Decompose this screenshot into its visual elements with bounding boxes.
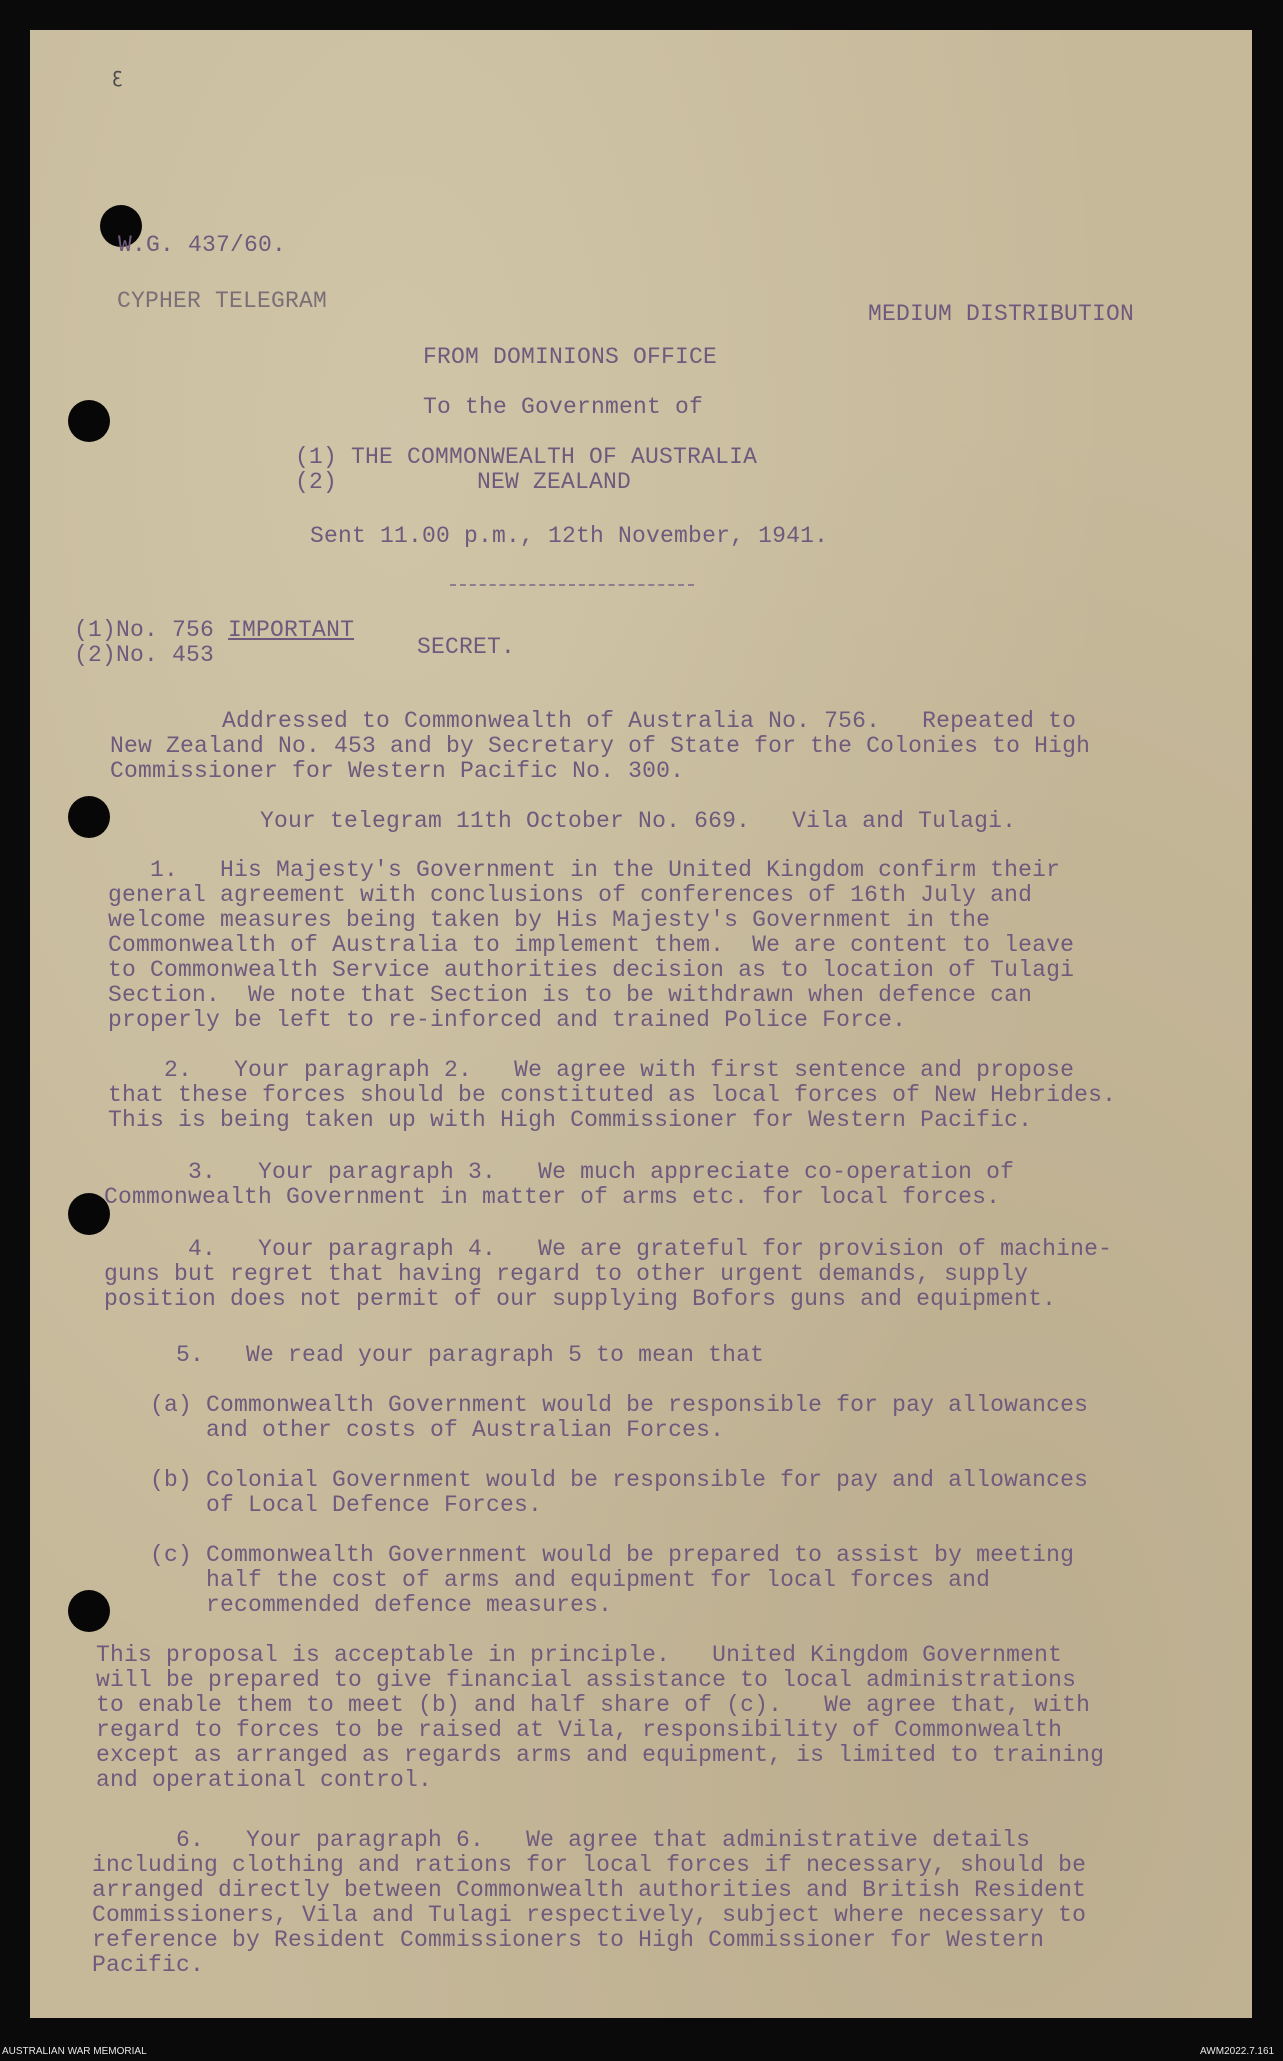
distribution-label: MEDIUM DISTRIBUTION: [868, 301, 1135, 327]
paragraph-line: This is being taken up with High Commissioner for Western Pacific.: [108, 1107, 1033, 1133]
sent-date: Sent 11.00 p.m., 12th November, 1941.: [310, 523, 829, 549]
paragraph-line: will be prepared to give financial assistance to local administrations: [96, 1667, 1077, 1693]
paragraph-line: 4. Your paragraph 4. We are grateful for provision of machine-: [104, 1236, 1113, 1262]
paragraph-line: 6. Your paragraph 6. We agree that administrative details: [92, 1827, 1031, 1853]
number-new-zealand: (2)No. 453: [74, 642, 215, 668]
important-label: IMPORTANT: [228, 617, 355, 643]
footer-accession: AWM2022.7.161: [1200, 2046, 1275, 2057]
paragraph-line: New Zealand No. 453 and by Secretary of State for the Colonies to High: [110, 733, 1091, 759]
telegram-type: CYPHER TELEGRAM: [117, 288, 328, 314]
from-line: FROM DOMINIONS OFFICE: [423, 344, 718, 370]
punch-hole-icon: [68, 1590, 110, 1632]
paragraph-line: position does not permit of our supplying Bofors guns and equipment.: [104, 1286, 1057, 1312]
pencil-mark: ꜫ: [112, 63, 123, 87]
paragraph-line: except as arranged as regards arms and equipment, is limited to training: [96, 1742, 1105, 1768]
paragraph-line: 1. His Majesty's Government in the United Kingdom confirm their: [108, 857, 1061, 883]
paragraph-line: Commonwealth of Australia to implement them. We are content to leave: [108, 932, 1075, 958]
paragraph-line: 3. Your paragraph 3. We much appreciate co-operation of: [104, 1159, 1015, 1185]
list-item: recommended defence measures.: [150, 1592, 613, 1618]
paragraph-line: properly be left to re-inforced and trained Police Force.: [108, 1007, 907, 1033]
secret-label: SECRET.: [417, 634, 516, 660]
paragraph-line: general agreement with conclusions of conferences of 16th July and: [108, 882, 1033, 908]
paragraph-line: including clothing and rations for local forces if necessary, should be: [92, 1852, 1087, 1878]
recipient-line: (2) NEW ZEALAND: [295, 469, 632, 495]
list-item: half the cost of arms and equipment for local forces and: [150, 1567, 991, 1593]
paragraph-line: Your telegram 11th October No. 669. Vila and Tulagi.: [260, 808, 1017, 834]
paragraph-line: and operational control.: [96, 1767, 433, 1793]
paragraph-line: guns but regret that having regard to other urgent demands, supply: [104, 1261, 1029, 1287]
paragraph-line: to enable them to meet (b) and half share of (c). We agree that, with: [96, 1692, 1091, 1718]
punch-hole-icon: [68, 400, 110, 442]
paragraph-line: that these forces should be constituted as local forces of New Hebrides.: [108, 1082, 1117, 1108]
paragraph-line: This proposal is acceptable in principle. United Kingdom Government: [96, 1642, 1063, 1668]
paragraph-line: Commonwealth Government in matter of arms etc. for local forces.: [104, 1184, 1001, 1210]
divider: [450, 584, 694, 586]
paragraph-line: welcome measures being taken by His Majesty's Government in the: [108, 907, 991, 933]
document-page: [30, 30, 1252, 2018]
list-item: of Local Defence Forces.: [150, 1492, 543, 1518]
paragraph-line: 5. We read your paragraph 5 to mean that: [176, 1342, 765, 1368]
list-item: and other costs of Australian Forces.: [150, 1417, 725, 1443]
recipient-line: (1) THE COMMONWEALTH OF AUSTRALIA: [295, 444, 758, 470]
list-item: (a) Commonwealth Government would be responsible for pay allowances: [150, 1392, 1089, 1418]
list-item: (c) Commonwealth Government would be prepared to assist by meeting: [150, 1542, 1075, 1568]
paragraph-line: regard to forces to be raised at Vila, responsibility of Commonwealth: [96, 1717, 1063, 1743]
paragraph-line: Section. We note that Section is to be withdrawn when defence can: [108, 982, 1033, 1008]
footer-credit: AUSTRALIAN WAR MEMORIAL: [2, 2046, 147, 2057]
punch-hole-icon: [68, 796, 110, 838]
paragraph-line: Commissioners, Vila and Tulagi respectively, subject where necessary to: [92, 1902, 1087, 1928]
reference-number: W.G. 437/60.: [118, 232, 287, 258]
paragraph-line: to Commonwealth Service authorities decision as to location of Tulagi: [108, 957, 1075, 983]
paragraph-line: reference by Resident Commissioners to High Commissioner for Western: [92, 1927, 1045, 1953]
paragraph-line: Commissioner for Western Pacific No. 300.: [110, 758, 685, 784]
list-item: (b) Colonial Government would be responsible for pay and allowances: [150, 1467, 1089, 1493]
to-line: To the Government of: [423, 394, 704, 420]
paragraph-line: Addressed to Commonwealth of Australia No. 756. Repeated to: [110, 708, 1077, 734]
paragraph-line: Pacific.: [92, 1952, 205, 1978]
paragraph-line: arranged directly between Commonwealth authorities and British Resident: [92, 1877, 1087, 1903]
number-australia: (1)No. 756 IMPORTANT: [74, 617, 355, 643]
paragraph-line: 2. Your paragraph 2. We agree with first sentence and propose: [108, 1057, 1075, 1083]
